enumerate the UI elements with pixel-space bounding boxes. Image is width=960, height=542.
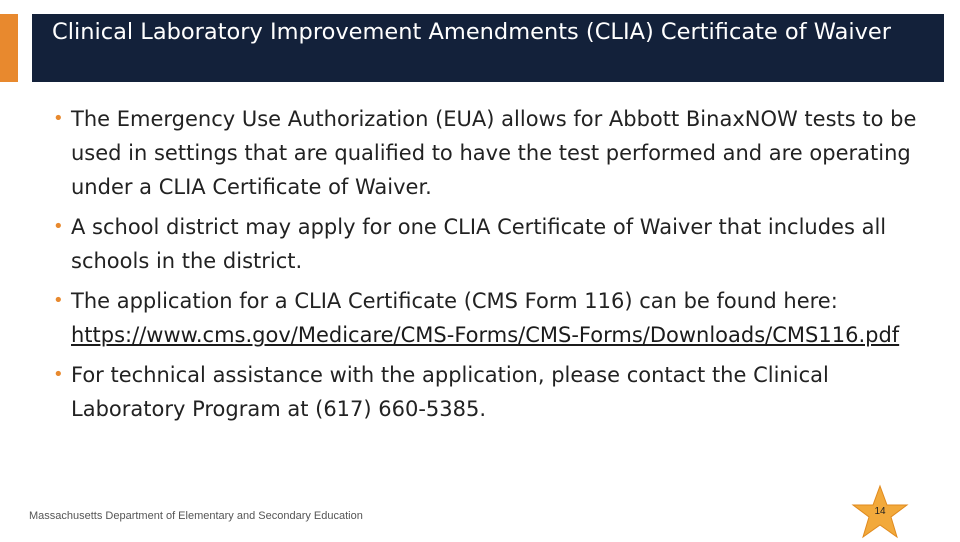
bullet-text: For technical assistance with the application, please contact the Clinical Laboratory Program at (617) 660-5385. bbox=[71, 363, 829, 421]
bullet-dot-icon: • bbox=[53, 216, 64, 237]
bullet-item-4 bbox=[52, 358, 932, 426]
footer-text: Massachusetts Department of Elementary and Secondary Education bbox=[29, 510, 363, 522]
bullet-dot-icon: • bbox=[53, 364, 64, 385]
bullet-dot-icon: • bbox=[53, 290, 64, 311]
bullet-dot-icon: • bbox=[53, 108, 64, 129]
bullet-list bbox=[52, 102, 932, 432]
title-accent-bar bbox=[0, 14, 18, 82]
cms-form-link[interactable]: https://www.cms.gov/Medicare/CMS-Forms/CMS-Forms/Downloads/CMS116.pdf bbox=[71, 323, 900, 347]
bullet-item-1 bbox=[52, 102, 932, 204]
bullet-text: The Emergency Use Authorization (EUA) allows for Abbott BinaxNOW tests to be used in settings that are qualified to have the test performed and are operating under a CLIA Certificate of Waiver. bbox=[71, 107, 917, 199]
bullet-text: A school district may apply for one CLIA Certificate of Waiver that includes all schools in the district. bbox=[71, 215, 887, 273]
bullet-item-3 bbox=[52, 284, 932, 352]
page-number: 14 bbox=[874, 506, 886, 517]
bullet-text: The application for a CLIA Certificate (CMS Form 116) can be found here: bbox=[71, 289, 838, 313]
bullet-item-2 bbox=[52, 210, 932, 278]
slide-title: Clinical Laboratory Improvement Amendments (CLIA) Certificate of Waiver bbox=[52, 19, 892, 45]
